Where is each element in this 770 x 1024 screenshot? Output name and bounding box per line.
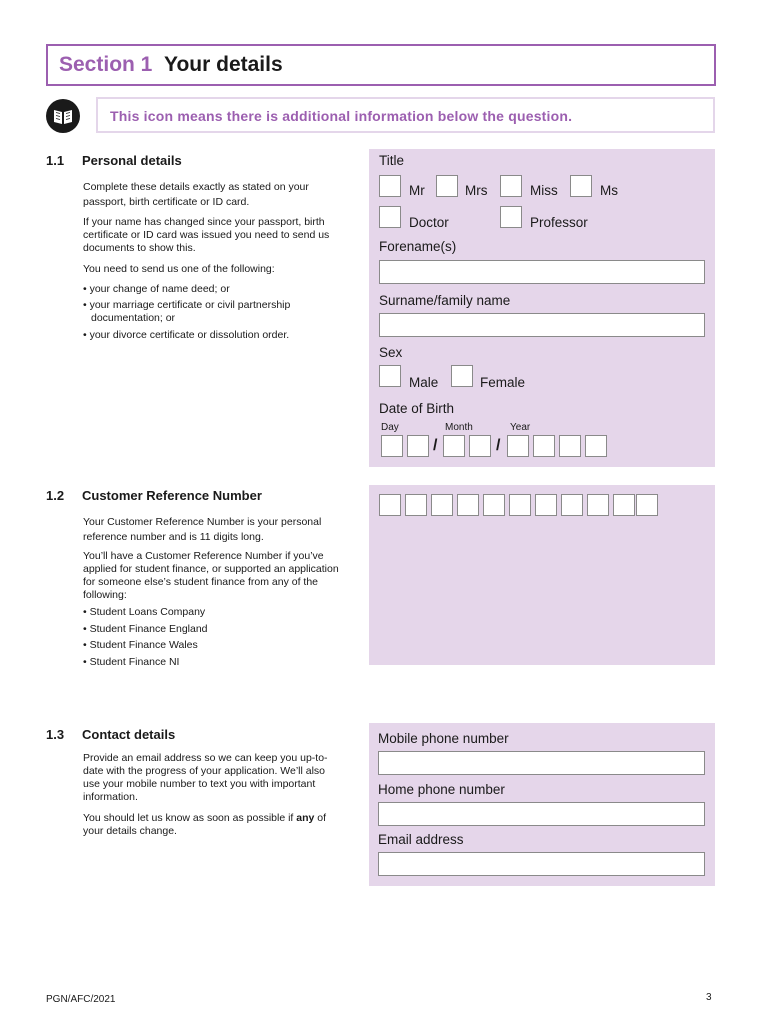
q3-number: 1.3	[46, 727, 65, 742]
mobile-label: Mobile phone number	[378, 731, 509, 746]
sex-female-label: Female	[480, 375, 526, 390]
q1-bullet-1: • your change of name deed; or	[83, 283, 230, 295]
section-number: Section 1	[59, 53, 153, 76]
crn-digit-4[interactable]	[457, 494, 479, 516]
title-mrs-checkbox[interactable]	[436, 175, 458, 197]
dob-separator-1: /	[433, 437, 438, 454]
title-miss-checkbox[interactable]	[500, 175, 522, 197]
crn-digit-1[interactable]	[379, 494, 401, 516]
dob-year-label: Year	[510, 422, 531, 433]
dob-year-digit-3[interactable]	[559, 435, 581, 457]
title-mr-checkbox[interactable]	[379, 175, 401, 197]
q2-title: Customer Reference Number	[82, 488, 262, 503]
sex-male-checkbox[interactable]	[379, 365, 401, 387]
info-banner-text: This icon means there is additional information below the question.	[110, 108, 573, 124]
dob-day-label: Day	[381, 422, 399, 433]
title-professor-checkbox[interactable]	[500, 206, 522, 228]
title-mr-label: Mr	[409, 183, 425, 198]
home-phone-label: Home phone number	[378, 782, 505, 797]
dob-separator-2: /	[496, 437, 501, 454]
info-banner	[96, 97, 715, 133]
forename-input[interactable]	[379, 260, 705, 284]
sex-female-checkbox[interactable]	[451, 365, 473, 387]
dob-label: Date of Birth	[379, 401, 455, 416]
title-ms-label: Ms	[600, 183, 618, 198]
section-title: Your details	[164, 53, 283, 76]
title-professor-label: Professor	[530, 215, 588, 230]
q3-paragraph-1: Provide an email address so we can keep you up-to-date with the progress of your application. We’ll also use your mobile number to text you with important information.	[83, 752, 328, 803]
q3-title: Contact details	[82, 727, 176, 742]
page-number: 3	[706, 992, 712, 1003]
q1-title: Personal details	[82, 153, 182, 168]
q1-paragraph-1: Complete these details exactly as stated on your passport, birth certificate or ID card.	[83, 181, 309, 208]
crn-digit-6[interactable]	[509, 494, 531, 516]
book-icon	[46, 99, 80, 133]
surname-label: Surname/family name	[379, 293, 511, 308]
q1-bullet-3: • your divorce certificate or dissolution order.	[83, 329, 290, 341]
q2-bullet-1: • Student Loans Company	[83, 606, 206, 618]
email-input[interactable]	[378, 852, 705, 876]
email-label: Email address	[378, 832, 464, 847]
crn-digit-2[interactable]	[405, 494, 427, 516]
crn-digit-3[interactable]	[431, 494, 453, 516]
crn-digit-11[interactable]	[636, 494, 658, 516]
q1-bullet-2: • your marriage certificate or civil partnership documentation; or	[83, 299, 291, 324]
crn-digit-10[interactable]	[613, 494, 635, 516]
dob-day-digit-2[interactable]	[407, 435, 429, 457]
q2-paragraph-2: You’ll have a Customer Reference Number if you’ve applied for student finance, or supported an application for someone else’s student finance from any of the following:	[83, 550, 339, 601]
q1-number: 1.1	[46, 153, 65, 168]
form-code: PGN/AFC/2021	[46, 994, 116, 1005]
title-miss-label: Miss	[530, 183, 558, 198]
dob-year-digit-2[interactable]	[533, 435, 555, 457]
dob-month-label: Month	[445, 422, 473, 433]
home-phone-input[interactable]	[378, 802, 705, 826]
dob-day-digit-1[interactable]	[381, 435, 403, 457]
surname-input[interactable]	[379, 313, 705, 337]
section-header	[46, 44, 716, 86]
q2-bullet-2: • Student Finance England	[83, 623, 208, 635]
sex-male-label: Male	[409, 375, 439, 390]
title-doctor-checkbox[interactable]	[379, 206, 401, 228]
title-ms-checkbox[interactable]	[570, 175, 592, 197]
q1-paragraph-2: If your name has changed since your passport, birth certificate or ID card was issued you need to send us documents to show this.	[83, 216, 330, 254]
q2-bullet-3: • Student Finance Wales	[83, 639, 198, 651]
crn-digit-5[interactable]	[483, 494, 505, 516]
dob-month-digit-2[interactable]	[469, 435, 491, 457]
q2-paragraph-1: Your Customer Reference Number is your personal reference number and is 11 digits long.	[83, 516, 322, 543]
dob-year-digit-4[interactable]	[585, 435, 607, 457]
title-mrs-label: Mrs	[465, 183, 488, 198]
mobile-input[interactable]	[378, 751, 705, 775]
crn-digit-9[interactable]	[587, 494, 609, 516]
q2-bullet-4: • Student Finance NI	[83, 656, 180, 668]
crn-digit-7[interactable]	[535, 494, 557, 516]
forename-label: Forename(s)	[379, 239, 457, 254]
sex-label: Sex	[379, 345, 403, 360]
q3-paragraph-2: You should let us know as soon as possible if any of your details change.	[83, 812, 327, 837]
dob-year-digit-1[interactable]	[507, 435, 529, 457]
title-doctor-label: Doctor	[409, 215, 449, 230]
crn-digit-8[interactable]	[561, 494, 583, 516]
q1-paragraph-3: You need to send us one of the following:	[83, 263, 275, 275]
title-label: Title	[379, 153, 405, 168]
q2-number: 1.2	[46, 488, 65, 503]
dob-month-digit-1[interactable]	[443, 435, 465, 457]
